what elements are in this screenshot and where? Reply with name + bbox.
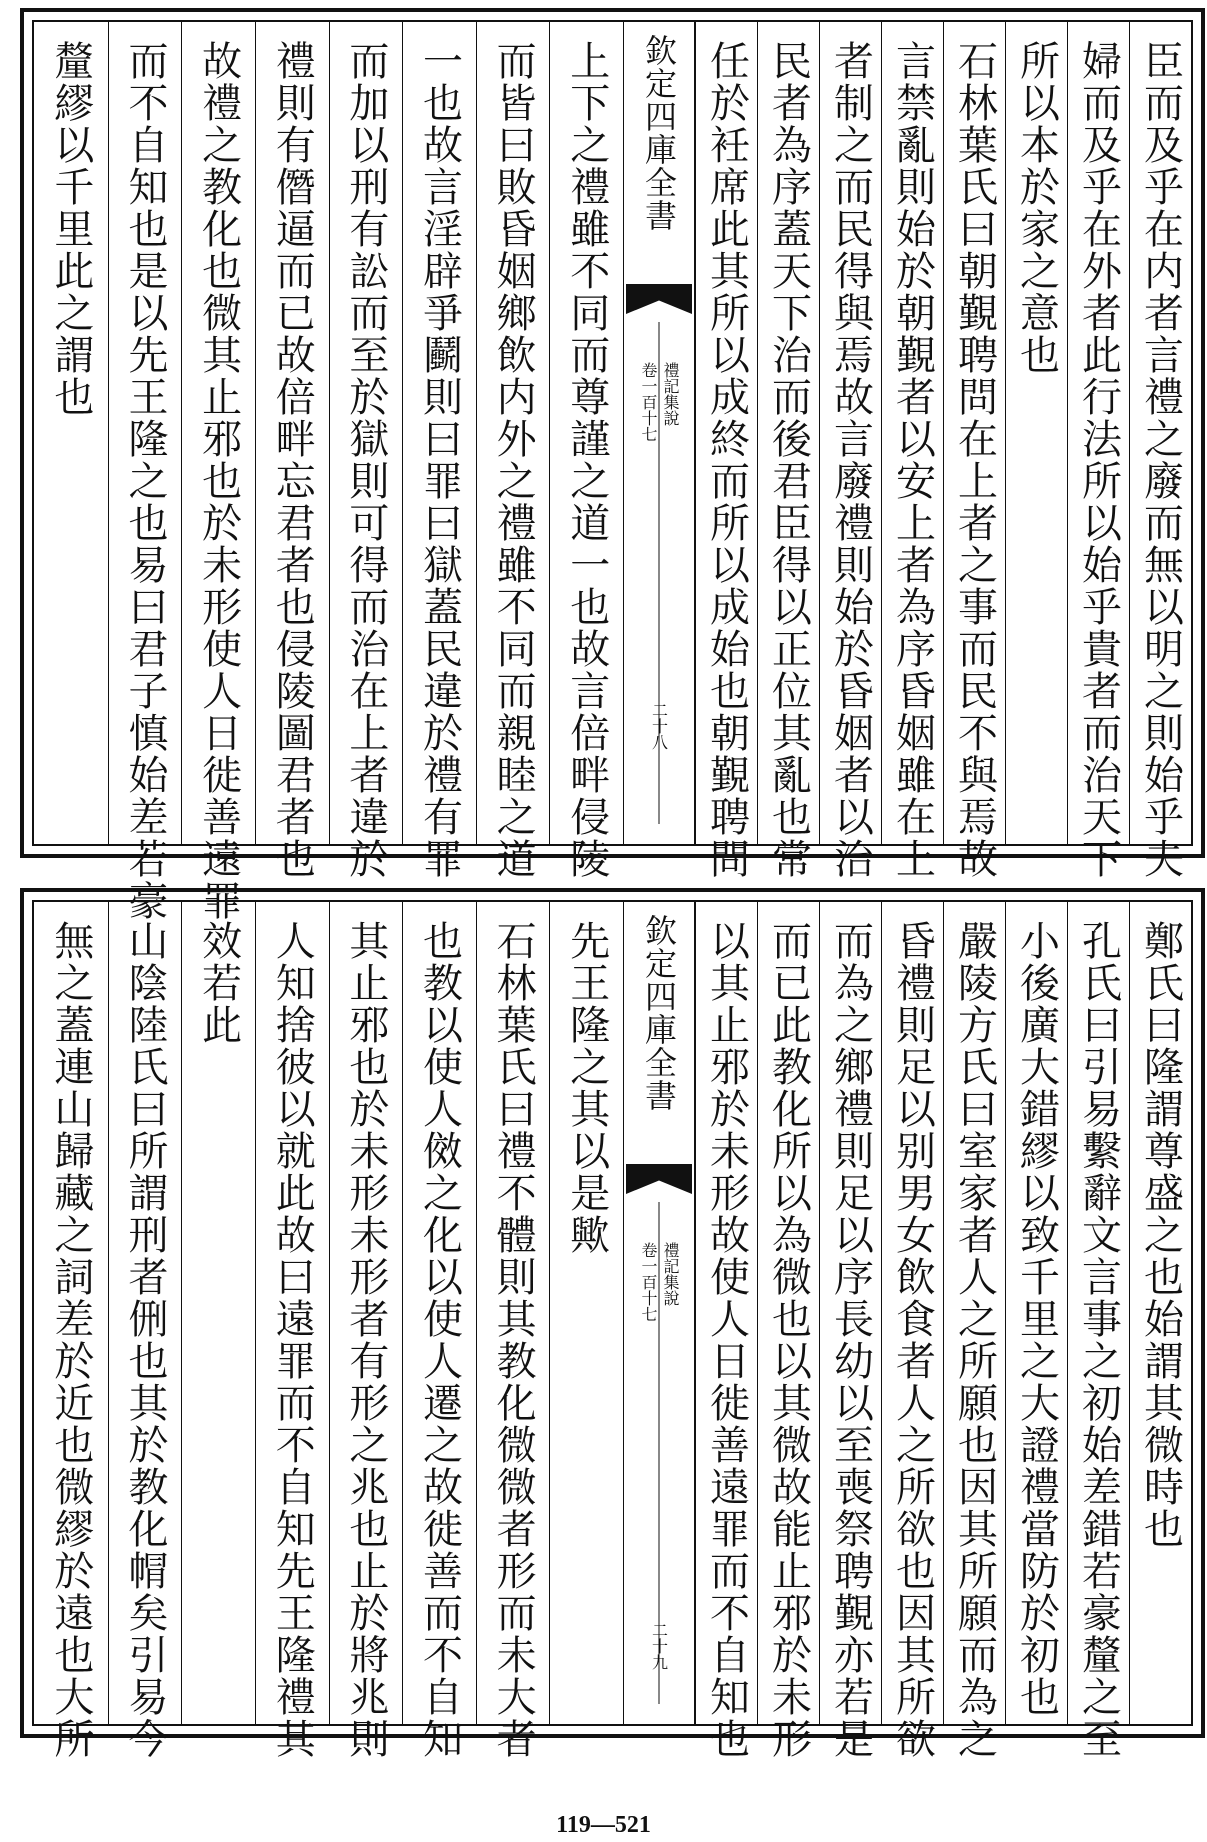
column-text: 所以本於家之意也 [1013, 40, 1060, 376]
text-column [1067, 902, 1129, 1760]
bottom-page [20, 888, 1205, 1760]
column-text: 無之蓋連山歸藏之詞差於近也微繆於遠也大所 [47, 920, 94, 1760]
text-column [549, 22, 623, 880]
text-column [695, 902, 757, 1760]
column-text: 禮則有僭逼而已故倍畔忘君者也侵陵圖君者也 [269, 40, 316, 880]
page-number: 119—521 [556, 1812, 651, 1838]
text-column [34, 22, 108, 844]
column-text: 而皆曰敗昏姻鄉飲内外之禮雖不同而親睦之道 [490, 40, 537, 880]
text-column [181, 22, 255, 922]
text-column [881, 22, 943, 880]
bottom-text-columns [34, 902, 1191, 1760]
folio-number: 二十八 [649, 702, 669, 750]
text-column [943, 902, 1005, 1760]
column-text: 孔氏曰引易繫辭文言事之初始差錯若豪釐之至 [1075, 920, 1122, 1760]
text-column [255, 22, 329, 880]
top-text-columns [34, 22, 1191, 922]
text-column [1005, 902, 1067, 1724]
volume-label: 卷一百十七 [639, 1242, 658, 1322]
text-column [108, 902, 182, 1760]
top-center-column [623, 22, 695, 844]
text-column [1129, 902, 1191, 1724]
top-page-frame [32, 20, 1193, 922]
column-text: 石林葉氏曰朝覲聘問在上者之事而民不與焉故 [951, 40, 998, 880]
fish-tail-mark-icon [626, 1164, 692, 1194]
column-text: 也教以使人傚之化以使人遷之故徙善而不自知 [416, 920, 463, 1760]
book-series-title: 欽定四庫全書 [640, 914, 678, 1112]
text-column [881, 902, 943, 1760]
column-text: 民者為序蓋天下治而後君臣得以正位其亂也常 [765, 40, 812, 880]
column-text: 一也故言淫辟爭鬬則曰罪曰獄蓋民違於禮有罪 [416, 40, 463, 880]
text-column [181, 902, 255, 1724]
text-column [476, 22, 550, 880]
column-text: 臣而及乎在内者言禮之廢而無以明之則始乎夫 [1137, 40, 1184, 880]
column-text: 效若此 [195, 920, 242, 1046]
text-column [329, 902, 403, 1760]
fish-tail-mark-icon [626, 284, 692, 314]
folio-number: 二十九 [649, 1622, 669, 1670]
text-column [943, 22, 1005, 880]
column-text: 以其止邪於未形故使人日徙善遠罪而不自知也 [703, 920, 750, 1760]
column-text: 人知捨彼以就此故曰遠罪而不自知先王隆禮其 [269, 920, 316, 1760]
text-column [757, 902, 819, 1760]
text-column [1067, 22, 1129, 880]
column-text: 者制之而民得與焉故言廢禮則始於昏姻者以治 [827, 40, 874, 880]
bottom-page-frame [32, 900, 1193, 1760]
column-text: 釐繆以千里此之謂也 [47, 40, 94, 418]
column-text: 言禁亂則始於朝覲者以安上者為序昏姻雖在上 [889, 40, 936, 880]
text-column [1129, 22, 1191, 880]
volume-label: 卷一百十七 [639, 362, 658, 442]
column-text: 其止邪也於未形未形者有形之兆也止於將兆則 [342, 920, 389, 1760]
text-column [402, 22, 476, 880]
text-column [819, 22, 881, 880]
text-column [34, 902, 108, 1760]
text-column [108, 22, 182, 922]
text-column [255, 902, 329, 1760]
column-text: 故禮之教化也微其止邪也於未形使人日徙善遠罪 [195, 40, 242, 922]
center-meta [639, 1242, 679, 1322]
column-text: 上下之禮雖不同而尊謹之道一也故言倍畔侵陵 [563, 40, 610, 880]
text-column [819, 902, 881, 1760]
column-text: 婦而及乎在外者此行法所以始乎貴者而治天下 [1075, 40, 1122, 880]
text-column [329, 22, 403, 880]
column-text: 石林葉氏曰禮不體則其教化微微者形而未大者 [490, 920, 537, 1760]
column-text: 任於衽席此其所以成終而所以成始也朝覲聘問 [703, 40, 750, 880]
column-text: 昏禮則足以别男女飲食者人之所欲也因其所欲 [889, 920, 936, 1760]
center-meta [639, 362, 679, 442]
text-column [476, 902, 550, 1760]
column-text: 鄭氏曰隆謂尊盛之也始謂其微時也 [1137, 920, 1184, 1550]
book-title: 禮記集說 [661, 1242, 680, 1306]
bottom-center-column [623, 902, 695, 1724]
top-page [20, 8, 1205, 922]
column-text: 而為之鄉禮則足以序長幼以至喪祭聘覲亦若是 [827, 920, 874, 1760]
column-text: 嚴陵方氏曰室家者人之所願也因其所願而為之 [951, 920, 998, 1760]
text-column [402, 902, 476, 1760]
column-text: 先王隆之其以是歟 [563, 920, 610, 1256]
column-text: 而已此教化所以為微也以其微故能止邪於未形 [765, 920, 812, 1760]
text-column [1005, 22, 1067, 844]
book-series-title: 欽定四庫全書 [640, 34, 678, 232]
column-text: 小後廣大錯繆以致千里之大證禮當防於初也 [1013, 920, 1060, 1718]
column-text: 而不自知也是以先王隆之也易曰君子慎始差若豪 [121, 40, 168, 922]
text-column [757, 22, 819, 880]
column-text: 而加以刑有訟而至於獄則可得而治在上者違於 [342, 40, 389, 880]
column-text: 山陰陸氏曰所謂刑者侀也其於教化㡌矣引易今 [121, 920, 168, 1760]
text-column [695, 22, 757, 880]
text-column [549, 902, 623, 1724]
book-title: 禮記集說 [661, 362, 680, 426]
